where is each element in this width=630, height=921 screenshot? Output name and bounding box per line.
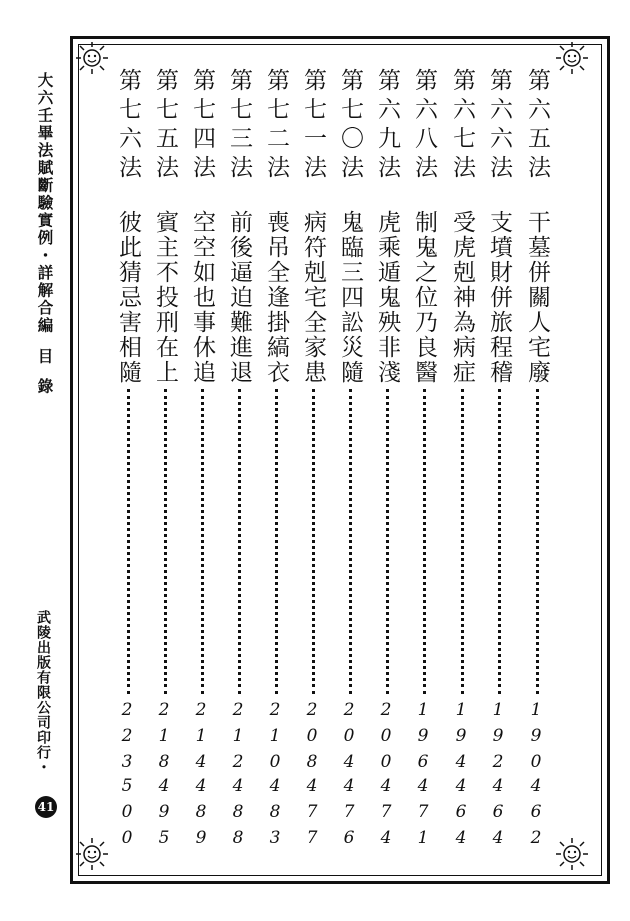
leader-dots (201, 389, 210, 694)
leader-dots (423, 389, 432, 694)
leader-dots (238, 389, 247, 694)
entry-orig-page: 483 (265, 776, 285, 854)
entry-label: 第六九法 (374, 68, 400, 184)
entry-title: 賓主不投刑在上 (152, 210, 178, 385)
entry-title: 前後逼迫難進退 (226, 210, 252, 385)
entry-label: 第六五法 (524, 68, 550, 184)
entry-page: 214 (191, 700, 211, 778)
leader-dots (536, 389, 545, 694)
entry-label: 第七五法 (152, 68, 178, 184)
entry-title: 虎乘遁鬼殃非淺 (374, 210, 400, 385)
entry-page: 210 (265, 700, 285, 778)
toc-entry[interactable] (524, 68, 553, 854)
toc-entry[interactable] (226, 68, 255, 854)
leader-dots (498, 389, 507, 694)
entry-label: 第六七法 (449, 68, 475, 184)
leader-dots (127, 389, 136, 694)
entry-title: 制鬼之位乃良醫 (411, 210, 437, 385)
entry-orig-page: 489 (191, 776, 211, 854)
leader-dots (386, 389, 395, 694)
section-heading-2: 錄 (35, 378, 55, 394)
entry-title: 喪吊全逢掛縞衣 (263, 210, 289, 385)
entry-label: 第六八法 (411, 68, 437, 184)
entry-page: 196 (413, 700, 433, 778)
entry-orig-page: 464 (488, 776, 508, 854)
entry-label: 第七四法 (189, 68, 215, 184)
entry-orig-page: 471 (413, 776, 433, 854)
entry-page: 204 (339, 700, 359, 778)
entry-label: 第七〇法 (337, 68, 363, 184)
entry-title: 支墳財併旅程稽 (486, 210, 512, 385)
entry-label: 第六六法 (486, 68, 512, 184)
toc-entry[interactable] (411, 68, 440, 854)
entry-title: 彼此猜忌害相隨 (115, 210, 141, 385)
entry-title: 受虎剋神為病症 (449, 210, 475, 385)
entry-orig-page: 495 (154, 776, 174, 854)
entry-page: 190 (526, 700, 546, 778)
entry-page: 200 (376, 700, 396, 778)
entry-label: 第七三法 (226, 68, 252, 184)
entry-page: 208 (302, 700, 322, 778)
entry-page: 194 (451, 700, 471, 778)
entry-orig-page: 488 (228, 776, 248, 854)
entry-page: 223 (117, 700, 137, 778)
side-title: 大六壬畢法賦斷驗實例・詳解合編 (35, 72, 55, 335)
toc-entry[interactable] (449, 68, 478, 854)
entry-title: 干墓併關人宅廢 (524, 210, 550, 385)
entry-title: 鬼臨三四訟災隨 (337, 210, 363, 385)
entry-orig-page: 474 (376, 776, 396, 854)
publisher-imprint: 武陵出版有限公司印行・ (35, 610, 51, 775)
toc-entry[interactable] (374, 68, 403, 854)
toc-entry[interactable] (152, 68, 181, 854)
sun-corner-icon (552, 834, 592, 874)
sun-corner-icon (72, 834, 112, 874)
toc-entry[interactable] (486, 68, 515, 854)
entry-label: 第七一法 (300, 68, 326, 184)
toc-entry[interactable] (337, 68, 366, 854)
entry-orig-page: 464 (451, 776, 471, 854)
sun-corner-icon (72, 38, 112, 78)
leader-dots (349, 389, 358, 694)
entry-page: 192 (488, 700, 508, 778)
toc-entry[interactable] (189, 68, 218, 854)
leader-dots (461, 389, 470, 694)
toc-entry[interactable] (263, 68, 292, 854)
entry-title: 空空如也事休追 (189, 210, 215, 385)
leader-dots (312, 389, 321, 694)
page-number-badge: 41 (35, 796, 57, 818)
section-heading-1: 目 (35, 348, 55, 364)
entry-orig-page: 500 (117, 776, 137, 854)
toc-entry[interactable] (300, 68, 329, 854)
entry-label: 第七六法 (115, 68, 141, 184)
entry-orig-page: 462 (526, 776, 546, 854)
entry-label: 第七二法 (263, 68, 289, 184)
entry-orig-page: 476 (339, 776, 359, 854)
entry-page: 212 (228, 700, 248, 778)
entry-title: 病符剋宅全家患 (300, 210, 326, 385)
entry-orig-page: 477 (302, 776, 322, 854)
leader-dots (275, 389, 284, 694)
sun-corner-icon (552, 38, 592, 78)
leader-dots (164, 389, 173, 694)
entry-page: 218 (154, 700, 174, 778)
toc-entry[interactable] (115, 68, 144, 854)
